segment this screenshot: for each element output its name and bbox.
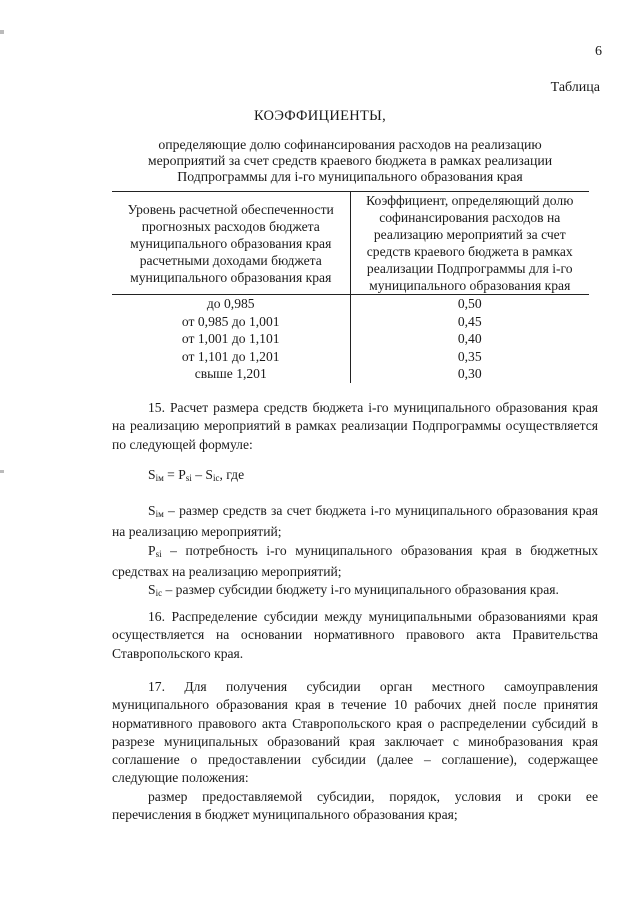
formula-lhs: S <box>148 467 156 482</box>
paragraph-17 <box>112 678 598 824</box>
paragraph-15 <box>112 399 598 454</box>
header-level: Уровень расчетной обеспеченности прогнозных расходов бюджета муниципального образования края расчетными доходами бюджета муниципального образования края <box>112 192 350 295</box>
table-row <box>112 295 589 313</box>
scan-edge-mark <box>0 470 4 473</box>
page-title: КОЭФФИЦИЕНТЫ, <box>253 108 387 124</box>
table-row <box>112 330 589 348</box>
def-symbol-sub: iм <box>155 509 164 519</box>
formula-lhs-sub: iм <box>155 473 164 483</box>
table-subtitle <box>110 137 590 185</box>
formula-p-sub: si <box>185 473 192 483</box>
paragraph-text: 17. Для получения субсидии орган местного самоуправления муниципального образования края в течение 10 рабочих дней после принятия нормативного правового акта Ставропольского края о распределении субсидий в разрезе муниципальных образований края заключает с минобразования края соглашение о предоставлении субсидии (далее – соглашение), содержащее следующие положения: <box>112 679 598 786</box>
def-text: – размер субсидии бюджету i-го муниципального образования края. <box>162 582 559 598</box>
coefficient-cell: 0,40 <box>457 331 482 346</box>
level-cell: свыше 1,201 <box>112 365 350 383</box>
def-symbol-sub: si <box>155 548 162 559</box>
level-cell: от 1,001 до 1,101 <box>112 330 350 348</box>
table-row <box>112 365 589 383</box>
subtitle-line: Подпрограммы для i-го муниципального образования края <box>177 169 523 184</box>
def-symbol: S <box>148 503 156 518</box>
paragraph-text: 15. Расчет размера средств бюджета i-го муниципального образования края на реализацию мероприятий в рамках реализации Подпрограммы осуществляется по следующей формуле: <box>112 400 598 452</box>
definition-s-im <box>112 502 598 542</box>
scan-edge-mark <box>0 30 4 34</box>
subtitle-line: определяющие долю софинансирования расходов на реализацию <box>158 137 542 152</box>
def-text: – потребность i-го муниципального образования края в бюджетных средствах на реализацию мероприятий; <box>112 542 598 579</box>
def-symbol-sub: ic <box>155 588 163 599</box>
table-row <box>112 348 589 366</box>
coefficient-cell: 0,30 <box>457 366 482 381</box>
level-cell: до 0,985 <box>112 295 350 313</box>
table-row <box>112 313 589 331</box>
coefficient-cell: 0,50 <box>457 296 482 311</box>
subtitle-line: мероприятий за счет средств краевого бюджета в рамках реализации <box>147 153 553 168</box>
definition-s-ic <box>112 581 598 602</box>
def-symbol: P <box>148 542 156 558</box>
formula-minus: – <box>191 467 206 482</box>
coefficient-cell: 0,35 <box>457 348 482 364</box>
def-text: – размер средств за счет бюджета i-го муниципального образования края на реализацию мероприятий; <box>112 503 598 540</box>
header-coefficient: Коэффициент, определяющий долю софинансирования расходов на реализацию мероприятий за счет средств краевого бюджета в рамках реализации Подпрограммы для i-го муниципального образования края <box>350 192 589 295</box>
formula-p: P <box>178 467 186 482</box>
formula-s-sub: ic <box>212 473 220 483</box>
table-label: Таблица <box>550 80 600 95</box>
page-number: 6 <box>595 44 602 59</box>
formula-tail: , где <box>219 467 245 482</box>
formula-eq: = <box>163 467 179 482</box>
definition-p-si <box>112 542 598 582</box>
table-header-row <box>112 192 589 295</box>
paragraph-text: размер предоставляемой субсидии, порядок, условия и сроки ее перечисления в бюджет муниципального образования края; <box>112 788 598 823</box>
coefficient-cell: 0,45 <box>457 313 482 329</box>
paragraph-text: 16. Распределение субсидии между муниципальными образованиями края осуществляется на основании нормативного правового акта Правительства Ставропольского края. <box>112 609 598 661</box>
formula-s: S <box>205 467 213 482</box>
def-symbol: S <box>148 582 156 598</box>
level-cell: от 1,101 до 1,201 <box>112 348 350 366</box>
coefficients-table <box>112 191 589 383</box>
paragraph-16 <box>112 608 598 663</box>
formula <box>148 467 244 483</box>
level-cell: от 0,985 до 1,001 <box>112 313 350 331</box>
formula-definitions <box>112 502 598 602</box>
